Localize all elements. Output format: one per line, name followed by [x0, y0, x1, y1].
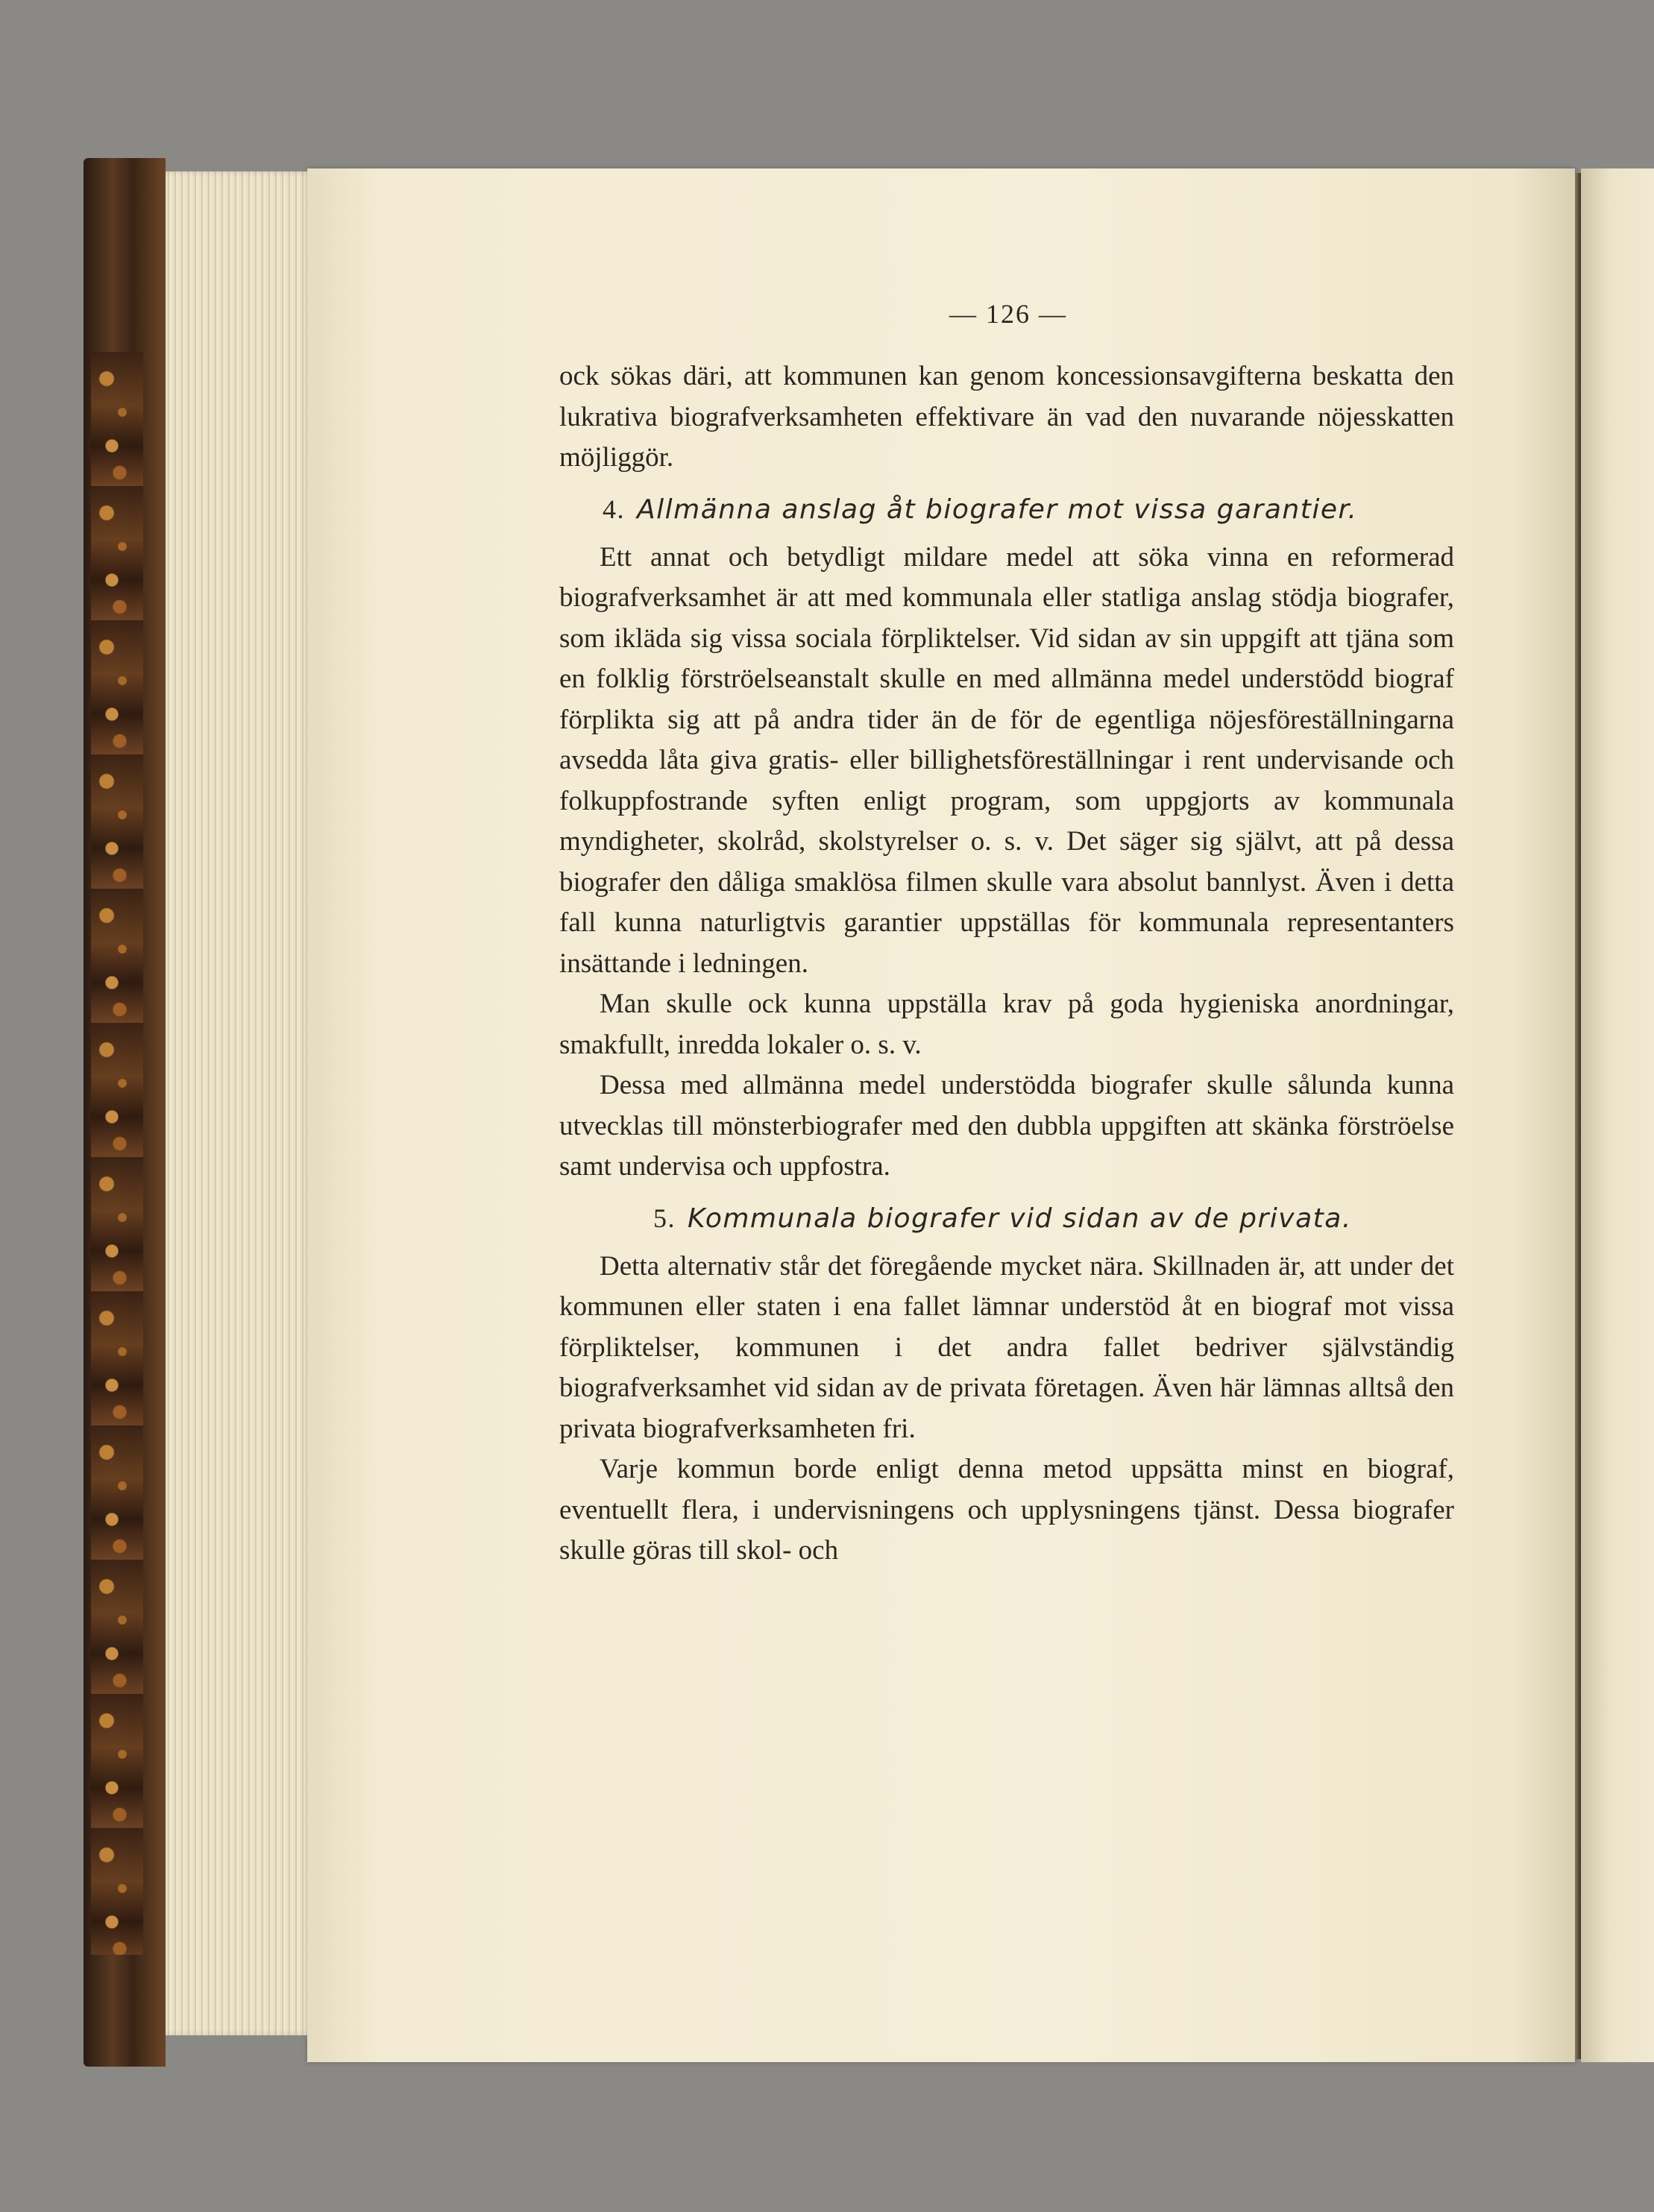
- section-4-title: Allmänna anslag åt biografer mot vissa garantier.: [637, 494, 1358, 525]
- section-4-paragraph: Dessa med allmänna medel understödda biografer skulle sålunda kunna utvecklas till mönsterbiografer med den dubbla uppgiften att skänka förströelse samt undervisa och uppfostra.: [559, 1070, 1454, 1182]
- marbled-cover-pattern: [91, 352, 143, 1955]
- right-page-edge: [1581, 168, 1654, 2062]
- section-5-paragraph: Varje kommun borde enligt denna metod uppsätta minst en biograf, eventuellt flera, i undervisningens och upplysningens tjänst. Dessa biografer skulle göras till skol- och: [559, 1454, 1454, 1566]
- section-4-number: 4.: [603, 494, 625, 524]
- section-5-title: Kommunala biografer vid sidan av de privata.: [688, 1203, 1352, 1234]
- page-text: [559, 356, 1454, 1572]
- book-gutter: [1575, 173, 1581, 2059]
- section-4-heading: [559, 488, 1454, 532]
- section-4-paragraph: Ett annat och betydligt mildare medel att söka vinna en reformerad biografverksamhet är att med kommunala eller statliga anslag stödja biografer, som ikläda sig vissa sociala förpliktelser. Vid sidan av sin uppgift att tjäna som en folklig förströelseanstalt skulle en med allmänna medel understödd biograf förplikta sig att på andra tider än de för de egentliga nöjesföreställningarna avsedda låta giva gratis- eller billighetsföreställningar i rent undervisande och folkuppfostrande syften enligt program, som uppgjorts av kommunala myndigheter, skolråd, skolstyrelser o. s. v. Det säger sig självt, att på dessa biografer den dåliga smaklösa filmen skulle vara absolut bannlyst. Även i detta fall kunna naturligtvis garantier uppställas för kommunala representanters insättande i ledningen.: [559, 541, 1454, 979]
- section-4-paragraph: Man skulle ock kunna uppställa krav på goda hygieniska anordningar, smakfullt, inredda lokaler o. s. v.: [559, 989, 1454, 1060]
- page-number: — 126 —: [949, 299, 1067, 329]
- intro-paragraph: ock sökas däri, att kommunen kan genom koncessionsavgifterna beskatta den lukrativa biografverksamheten effektivare än vad den nuvarande nöjesskatten möjliggör.: [559, 361, 1454, 473]
- section-5-number: 5.: [653, 1203, 676, 1233]
- section-5-paragraph: Detta alternativ står det föregående mycket nära. Skillnaden är, att under det kommunen eller staten i ena fallet lämnar understöd åt en biograf mot vissa förpliktelser, kommunen i det andra fallet bedriver självständig biografverksamhet vid sidan av de privata företagen. Även här lämnas alltså den privata biografverksamheten fri.: [559, 1250, 1454, 1444]
- section-5-heading: [559, 1197, 1454, 1241]
- book-cover: [84, 158, 166, 2067]
